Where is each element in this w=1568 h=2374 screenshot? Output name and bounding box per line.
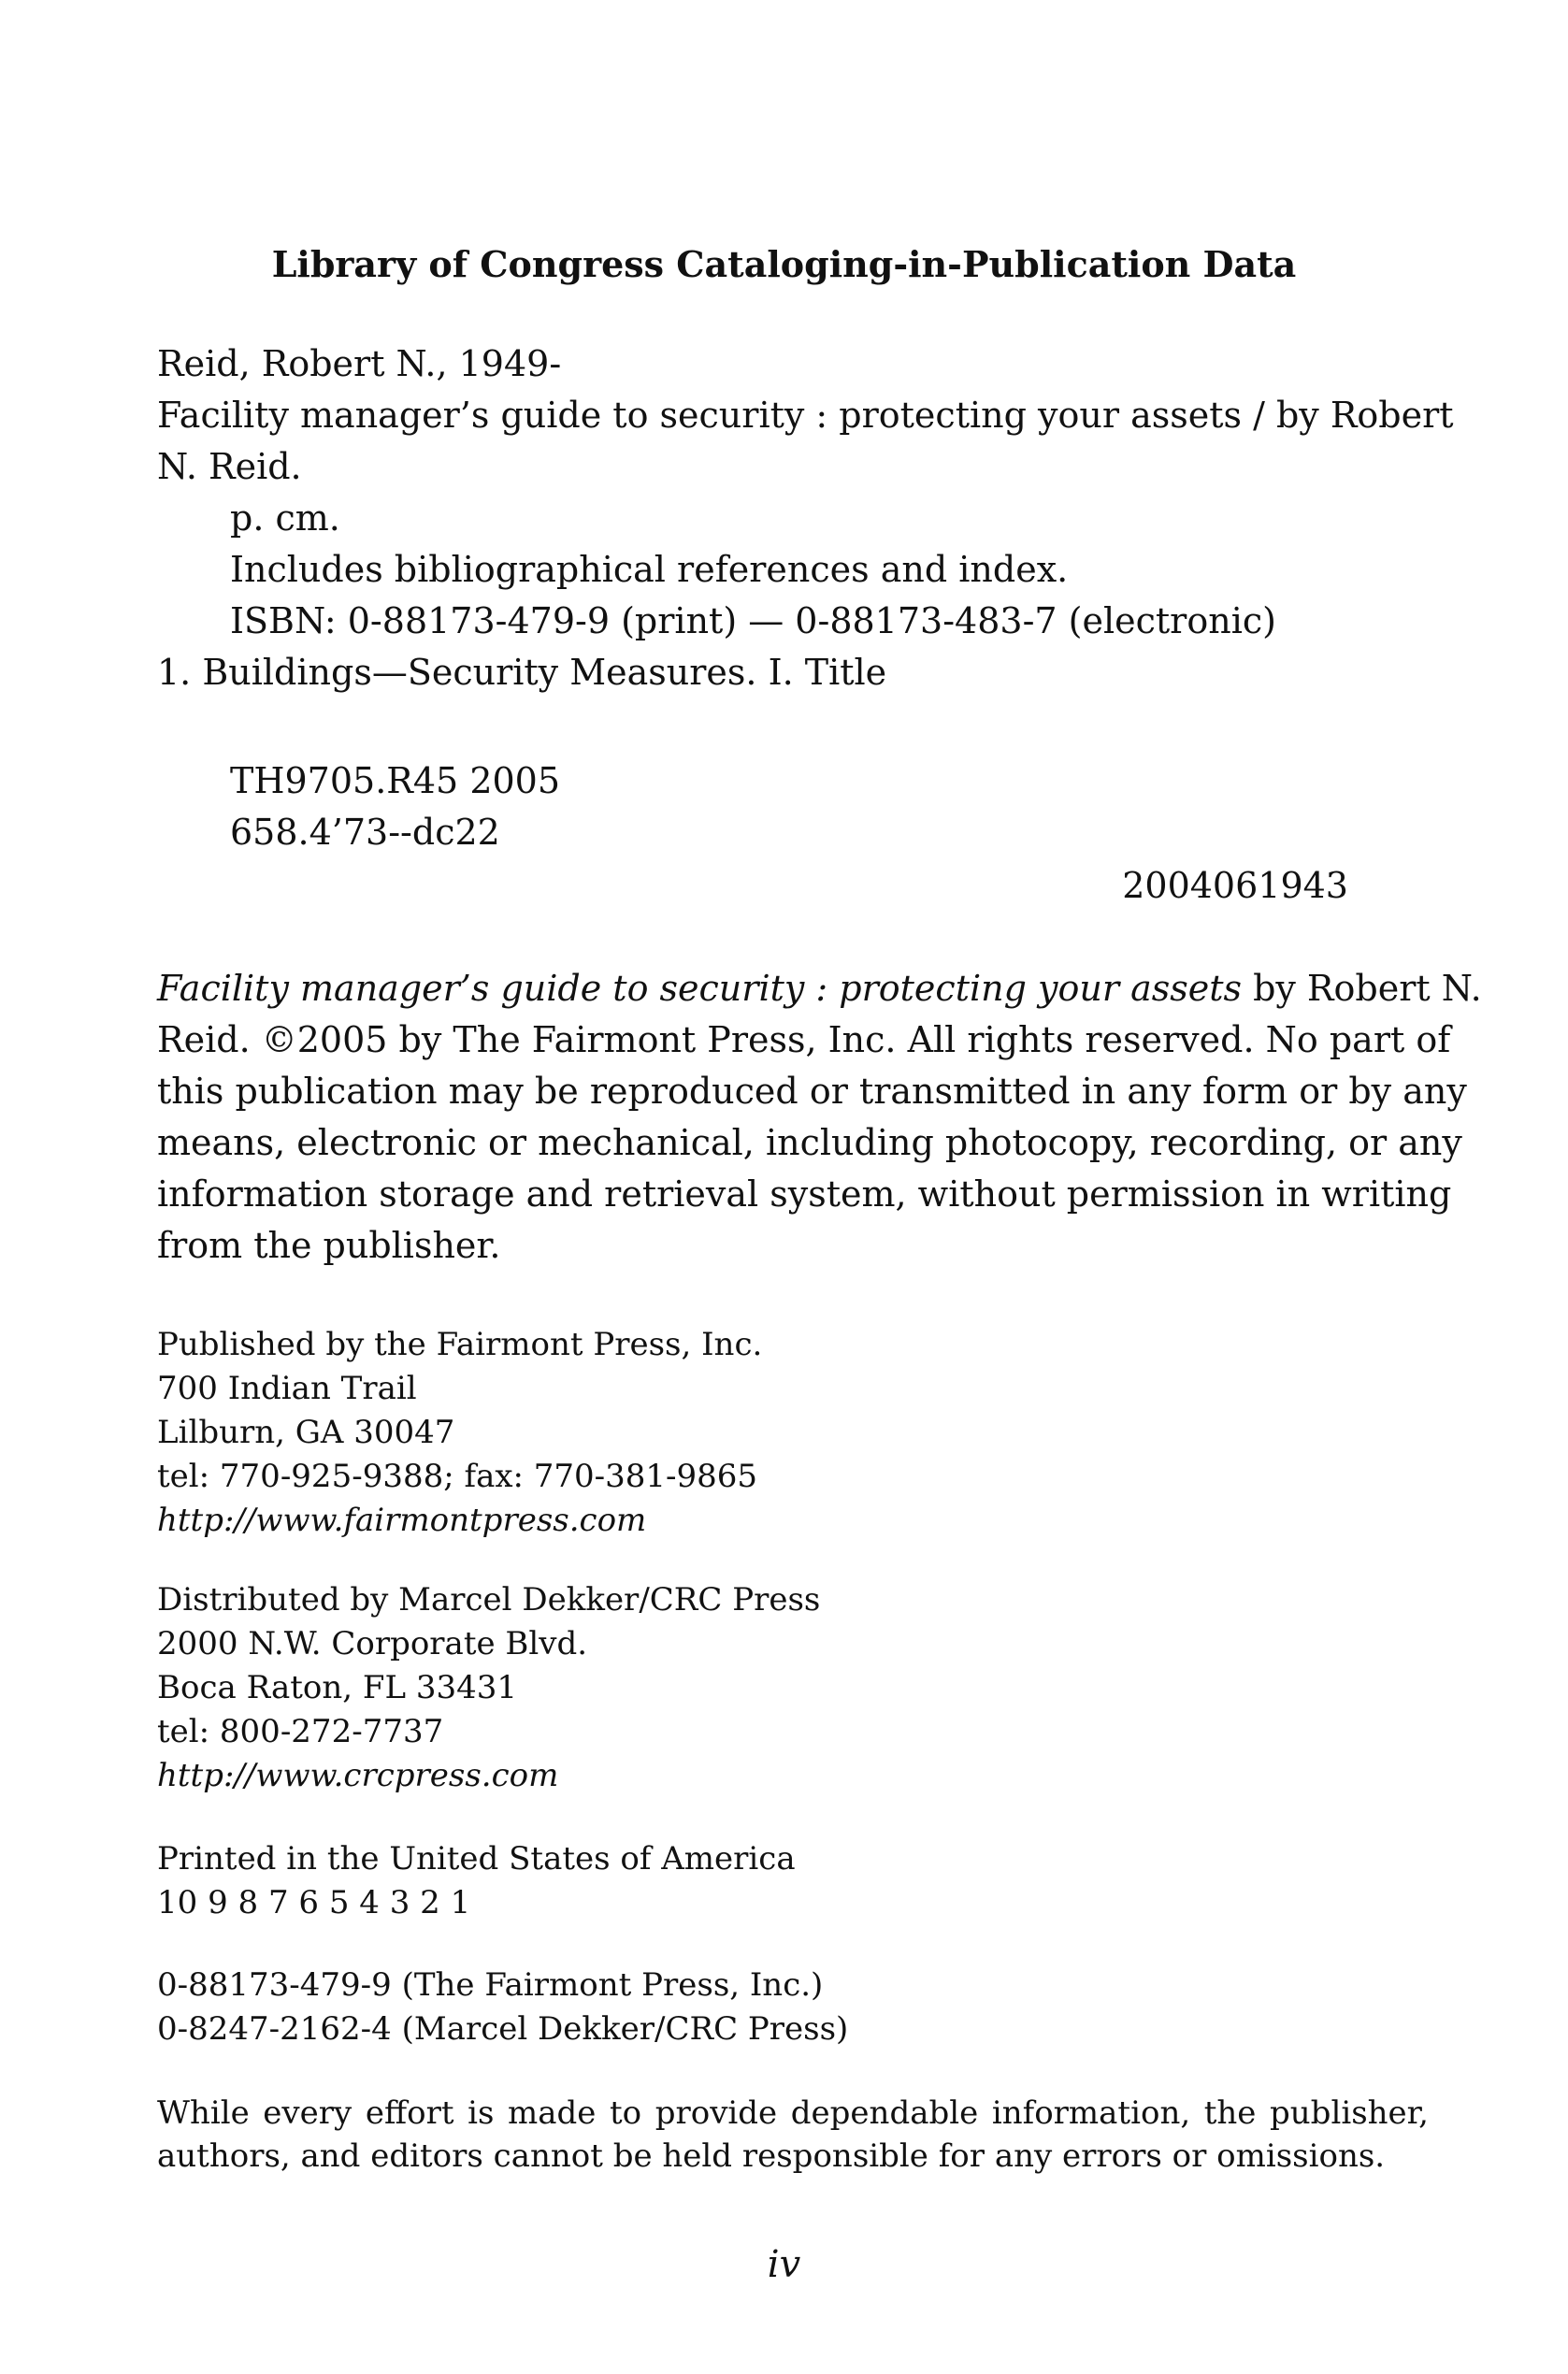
isbn-list [157,1964,1429,2051]
publisher-line-4: tel: 770-925-9388; fax: 770-381-9865 [157,1458,758,1495]
copyright-line-3: this publication may be reproduced or transmitted in any form or by any [157,1071,1467,1112]
distributor-line-4: tel: 800-272-7737 [157,1713,444,1750]
cip-title-line-2: N. Reid. [157,446,302,487]
distributor-url[interactable]: http://www.crcpress.com [157,1757,559,1794]
copyright-line-1 [157,963,1482,1014]
publisher-info [157,1323,1429,1543]
distributor-line-3: Boca Raton, FL 33431 [157,1669,518,1706]
cip-author: Reid, Robert N., 1949- [157,343,562,384]
cip-dewey: 658.4’73--dc22 [230,812,500,853]
copyright-line-1-rest: by Robert N. [1241,968,1482,1009]
cip-classification [157,755,1429,858]
book-title: Facility manager’s guide to security : protecting your assets [157,968,1242,1009]
disclaimer [157,2092,1429,2178]
printing-line-1: Printed in the United States of America [157,1840,796,1878]
printing-number-line: 10 9 8 7 6 5 4 3 2 1 [157,1884,471,1921]
page-number: iv [767,2243,801,2286]
cip-control-number: 2004061943 [1122,865,1348,906]
cip-subjects: 1. Buildings—Security Measures. I. Title [157,652,887,693]
distributor-info [157,1578,1429,1798]
isbn-fairmont: 0-88173-479-9 (The Fairmont Press, Inc.) [157,1966,824,2004]
copyright-line-6: from the publisher. [157,1225,501,1266]
distributor-line-2: 2000 N.W. Corporate Blvd. [157,1625,588,1662]
publisher-url[interactable]: http://www.fairmontpress.com [157,1502,647,1539]
copyright-notice [157,963,1482,1272]
copyright-line-5: information storage and retrieval system, without permission in writing [157,1173,1452,1215]
cip-heading: Library of Congress Cataloging-in-Publication Data [271,243,1297,285]
cip-physical: p. cm. [230,497,340,539]
printing-info [157,1837,1429,1925]
copyright-line-4: means, electronic or mechanical, including photocopy, recording, or any [157,1122,1462,1163]
cip-isbn: ISBN: 0-88173-479-9 (print) — 0-88173-483-7 (electronic) [230,600,1276,641]
cip-lc-class: TH9705.R45 2005 [230,760,561,801]
publisher-line-2: 700 Indian Trail [157,1370,417,1407]
cip-title-line-1: Facility manager’s guide to security : protecting your assets / by Robert [157,395,1454,436]
cip-record [157,338,1454,698]
disclaimer-text: While every effort is made to provide dependable information, the publisher, authors, and editors cannot be held responsible for any errors or omissions. [157,2094,1429,2175]
isbn-dekker: 0-8247-2162-4 (Marcel Dekker/CRC Press) [157,2010,849,2048]
publisher-line-3: Lilburn, GA 30047 [157,1414,455,1451]
copyright-line-2: Reid. ©2005 by The Fairmont Press, Inc. All rights reserved. No part of [157,1019,1451,1060]
distributor-line-1: Distributed by Marcel Dekker/CRC Press [157,1581,821,1619]
cip-notes: Includes bibliographical references and index. [230,549,1069,590]
publisher-line-1: Published by the Fairmont Press, Inc. [157,1326,763,1363]
